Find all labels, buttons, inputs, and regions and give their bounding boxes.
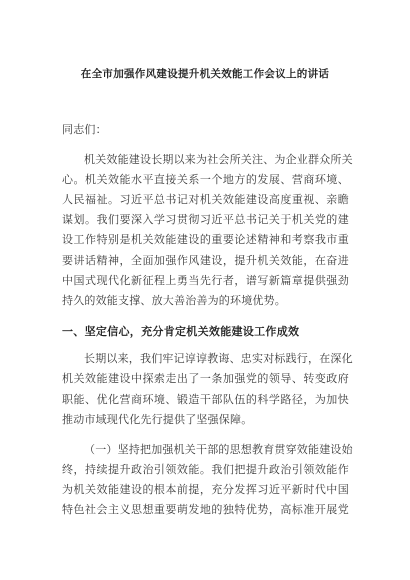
para3-line: 为机关效能建设的根本前提，充分发挥习近平新时代中国: [62, 483, 349, 496]
para1-line: 机关效能建设长期以来为社会所关注、为企业群众所关: [84, 153, 353, 166]
para3-line: 特色社会主义思想重要萌发地的独特优势，高标准开展党: [62, 503, 349, 516]
para2-line: 长期以来，我们牢记谆谆教诲、忠实对标践行，在深化: [84, 352, 353, 365]
salutation: 同志们：: [62, 123, 107, 136]
section-heading: 一、坚定信心，充分肯定机关效能建设工作成效: [62, 325, 300, 338]
para2-line: 职能、优化营商环境、锻造干部队伍的科学路径，为加快: [62, 393, 349, 406]
para2-line: 机关效能建设中探索走出了一条加强党的领导、转变政府: [62, 372, 349, 385]
para1-line: 人民福祉。习近平总书记对机关效能建设高度重视、亲瞻: [62, 193, 349, 206]
para1-line: 心。机关效能水平直接关系一个地方的发展、营商环境、: [62, 173, 349, 186]
para3-line: 终，持续提升政治引领效能。我们把提升政治引领效能作: [62, 463, 349, 476]
para3-line: （一）坚持把加强机关干部的思想教育贯穿效能建设始: [84, 443, 353, 456]
para2-line: 推动市域现代化先行提供了坚强保障。: [62, 413, 253, 426]
para1-line: 中国式现代化新征程上勇当先行者，谱写新篇章提供强劲: [62, 274, 349, 287]
document-title: 在全市加强作风建设提升机关效能工作会议上的讲话: [80, 68, 330, 80]
para1-line: 要讲话精神，全面加强作风建设，提升机关效能，在奋进: [62, 254, 349, 267]
para1-line: 谋划。我们要深入学习贯彻习近平总书记关于机关党的建: [62, 213, 349, 226]
para1-line: 设工作特别是机关效能建设的重要论述精神和考察我市重: [62, 233, 349, 246]
para1-line: 持久的效能支撑、放大善治善为的环境优势。: [62, 294, 286, 307]
